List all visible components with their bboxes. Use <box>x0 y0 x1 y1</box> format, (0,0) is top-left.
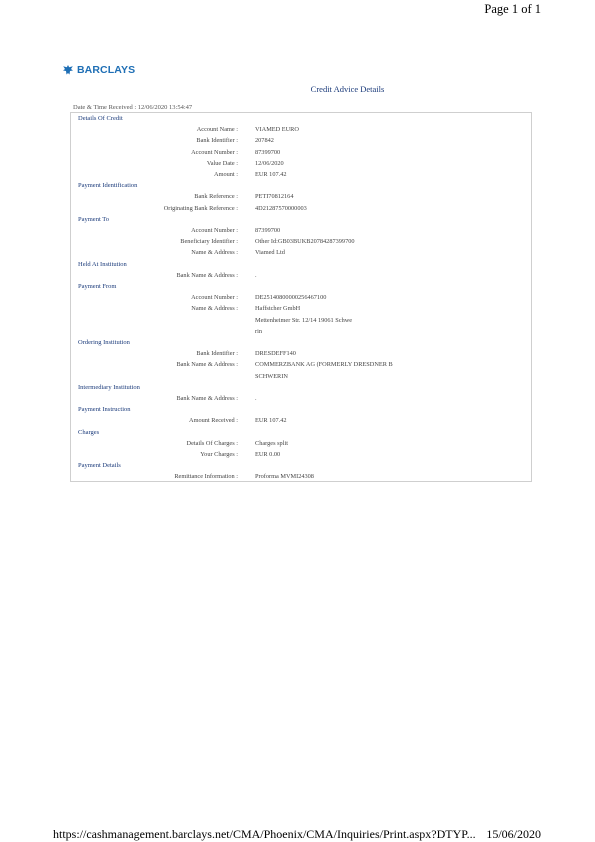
field-value: SCHWERIN <box>255 372 288 380</box>
field-label: Originating Bank Reference : <box>163 204 238 212</box>
field-value: rin <box>255 327 262 335</box>
footer-url: https://cashmanagement.barclays.net/CMA/Phoenix/CMA/Inquiries/Print.aspx?DTYP... <box>53 827 476 841</box>
field-value: COMMERZBANK AG (FORMERLY DRESDNER B <box>255 361 393 369</box>
field-label: Account Name : <box>196 126 238 134</box>
field-value: Viamed Ltd <box>255 249 285 257</box>
field-value: DE25140800000256467100 <box>255 294 327 302</box>
field-label: Bank Name & Address : <box>176 271 238 279</box>
field-value: 4D21287570000003 <box>255 204 307 212</box>
field-value: DRESDEFF140 <box>255 350 296 358</box>
field-label: Bank Name & Address : <box>176 361 238 369</box>
field-value: PETI70812164 <box>255 193 294 201</box>
field-label: Remittance Information : <box>174 473 238 481</box>
received-timestamp: Date & Time Received : 12/06/2020 13:54:47 <box>73 104 193 111</box>
field-value: Charges split <box>255 439 288 447</box>
barclays-logo <box>62 64 135 76</box>
field-value: . <box>255 395 257 402</box>
field-value: EUR 107.42 <box>255 417 287 425</box>
field-label: Amount Received : <box>189 417 238 425</box>
field-label: Value Date : <box>206 159 238 167</box>
field-label: Amount : <box>214 171 238 178</box>
brand-name: BARCLAYS <box>77 64 136 76</box>
section-heading: Payment Instruction <box>78 406 131 414</box>
field-value: 87399700 <box>255 227 281 234</box>
document-title: Credit Advice Details <box>310 84 385 94</box>
field-label: Bank Identifier : <box>196 350 238 358</box>
field-label: Bank Identifier : <box>196 137 238 145</box>
page-number: Page 1 of 1 <box>484 2 541 16</box>
section-heading: Payment Details <box>78 462 121 470</box>
eagle-icon <box>62 64 74 76</box>
field-label: Beneficiary Identifier : <box>180 238 238 246</box>
field-value: Other Id:GB03BUKB20784287399700 <box>255 238 355 246</box>
field-value: Haffstcher GmbH <box>255 305 301 313</box>
section-heading: Payment From <box>78 283 117 290</box>
field-label: Details Of Charges : <box>186 439 238 447</box>
field-value: 207842 <box>255 137 274 145</box>
field-value: Proforma MVMI24308 <box>255 473 314 481</box>
field-value: Mettenheimer Str. 12/14 19061 Schwe <box>255 316 353 324</box>
section-heading: Held At Institution <box>78 260 127 268</box>
field-value: 87399700 <box>255 148 281 156</box>
field-label: Account Number : <box>191 148 238 156</box>
section-heading: Ordering Institution <box>78 339 130 346</box>
field-value: VIAMED EURO <box>255 126 299 134</box>
footer-date: 15/06/2020 <box>486 827 541 841</box>
field-value: . <box>255 271 257 279</box>
field-label: Name & Address : <box>191 249 238 257</box>
credit-details-panel <box>70 112 532 482</box>
section-heading: Charges <box>78 428 100 436</box>
section-heading: Payment Identification <box>78 182 138 190</box>
field-label: Account Number : <box>191 294 238 302</box>
field-value: EUR 0.00 <box>255 451 281 458</box>
section-heading: Payment To <box>78 215 110 223</box>
field-label: Bank Name & Address : <box>176 395 238 402</box>
field-label: Bank Reference : <box>194 193 238 201</box>
field-label: Account Number : <box>191 227 238 234</box>
section-heading: Details Of Credit <box>78 115 123 122</box>
field-value: EUR 107.42 <box>255 171 287 178</box>
field-value: 12/06/2020 <box>255 159 284 167</box>
section-heading: Intermediary Institution <box>78 383 140 391</box>
field-label: Name & Address : <box>191 305 238 313</box>
field-label: Your Charges : <box>200 451 238 458</box>
